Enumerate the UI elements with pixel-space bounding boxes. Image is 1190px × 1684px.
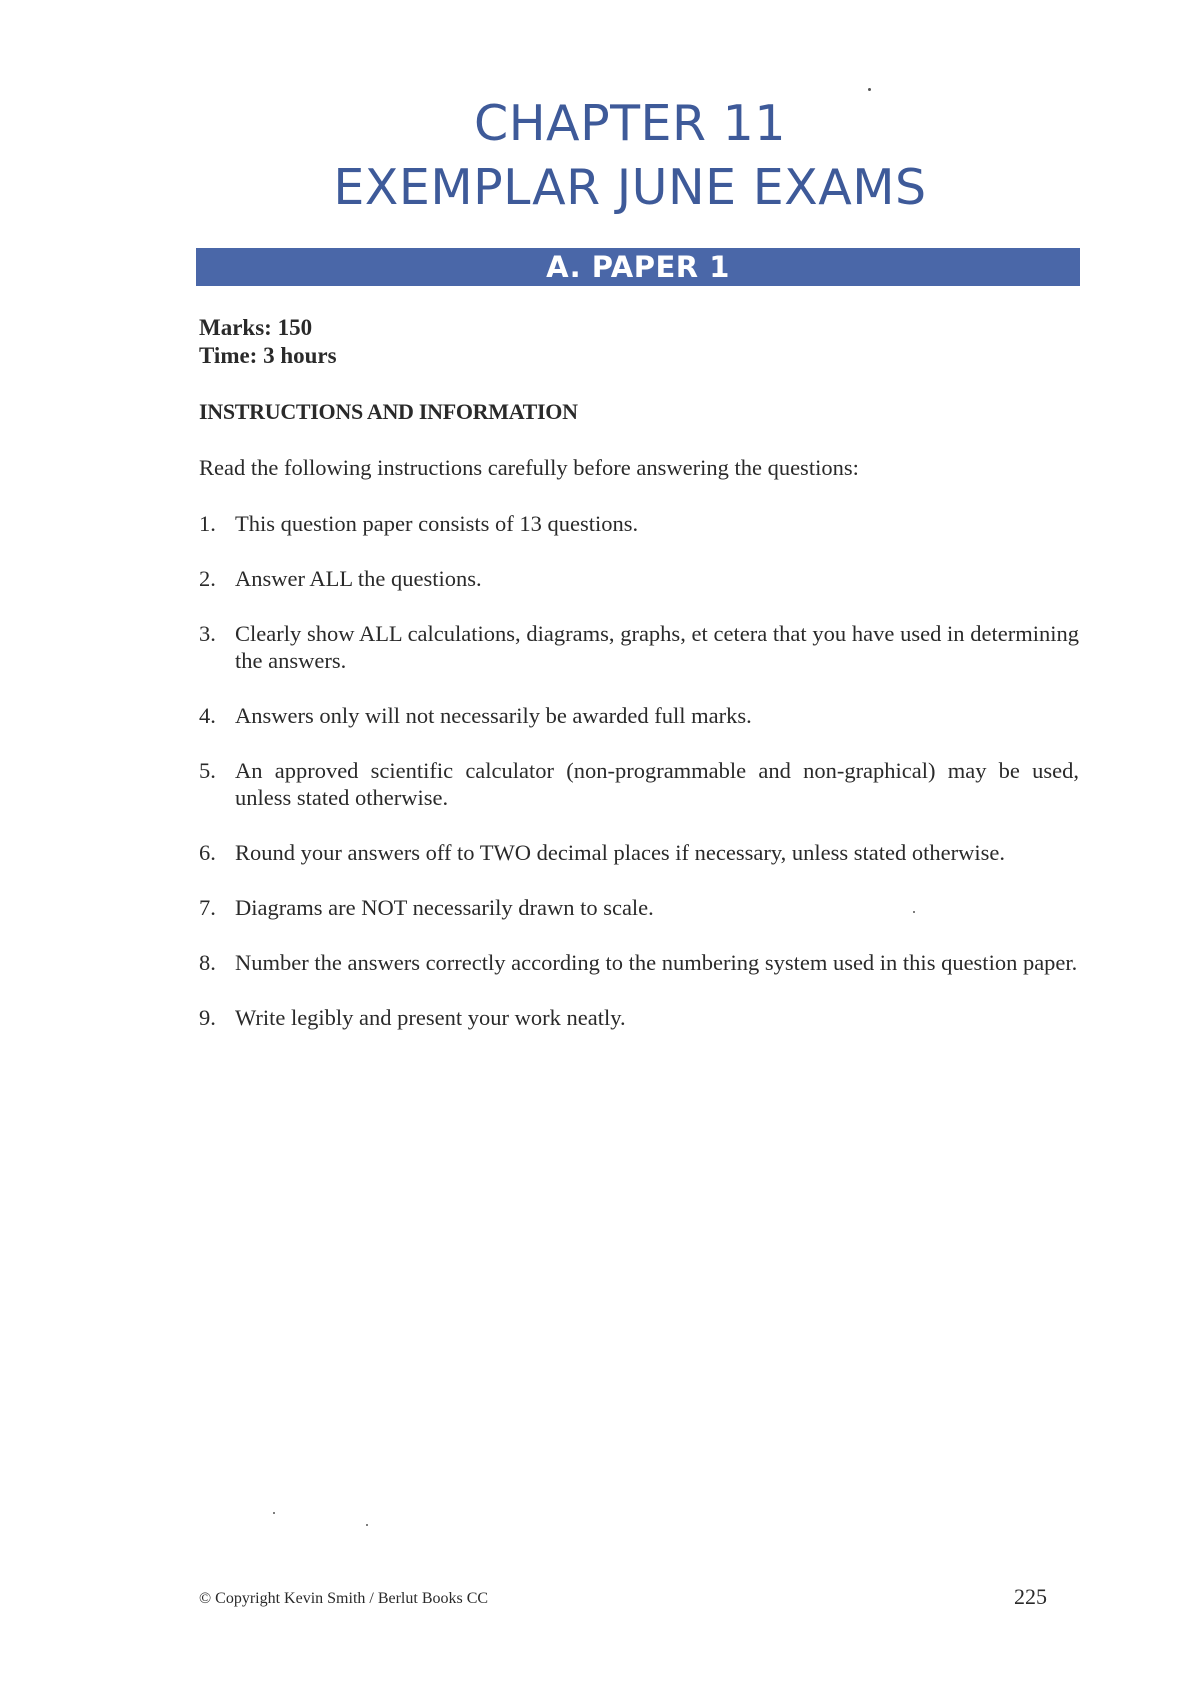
footer-copyright: © Copyright Kevin Smith / Berlut Books CC	[199, 1590, 489, 1607]
instruction-number: 3.	[199, 621, 216, 646]
instruction-text: An approved scientific calculator (non-programmable and non-graphical) may be used, unless stated otherwise.	[235, 758, 1079, 810]
instruction-number: 5.	[199, 758, 216, 783]
scan-speck	[913, 911, 915, 913]
instructions-list	[199, 510, 1079, 1059]
instruction-text: Answers only will not necessarily be awarded full marks.	[235, 703, 752, 728]
section-banner: A. PAPER 1	[196, 248, 1080, 286]
instruction-number: 6.	[199, 840, 216, 865]
instruction-item	[199, 1004, 1079, 1031]
instruction-item	[199, 894, 1079, 921]
chapter-subtitle: EXEMPLAR JUNE EXAMS	[333, 159, 927, 216]
instructions-heading: INSTRUCTIONS AND INFORMATION	[199, 399, 578, 424]
instruction-number: 9.	[199, 1005, 216, 1030]
instruction-item	[199, 949, 1079, 976]
instruction-item	[199, 620, 1079, 674]
instruction-number: 4.	[199, 703, 216, 728]
instruction-number: 7.	[199, 895, 216, 920]
time-allowed: Time: 3 hours	[199, 343, 337, 368]
instruction-text: Clearly show ALL calculations, diagrams, graphs, et cetera that you have used in determining the answers.	[235, 621, 1079, 673]
instruction-text: Number the answers correctly according to the numbering system used in this question paper.	[235, 950, 1078, 975]
instruction-text: Answer ALL the questions.	[235, 566, 482, 591]
instruction-text: This question paper consists of 13 questions.	[235, 511, 639, 536]
instruction-item	[199, 839, 1079, 866]
instruction-item	[199, 565, 1079, 592]
chapter-number-title: CHAPTER 11	[474, 95, 786, 152]
instruction-item	[199, 510, 1079, 537]
marks-total: Marks: 150	[199, 315, 313, 340]
instruction-number: 8.	[199, 950, 216, 975]
instruction-text: Round your answers off to TWO decimal places if necessary, unless stated otherwise.	[235, 840, 1005, 865]
instruction-number: 2.	[199, 566, 216, 591]
scan-speck	[868, 88, 871, 91]
scan-speck	[273, 1512, 275, 1514]
scan-speck	[366, 1524, 368, 1526]
instruction-item	[199, 757, 1079, 811]
instruction-text: Write legibly and present your work neatly.	[235, 1005, 626, 1030]
instruction-text: Diagrams are NOT necessarily drawn to scale.	[235, 895, 654, 920]
instructions-intro: Read the following instructions carefully before answering the questions:	[199, 455, 859, 480]
instruction-number: 1.	[199, 511, 216, 536]
page-number: 225	[1014, 1584, 1047, 1609]
instruction-item	[199, 702, 1079, 729]
